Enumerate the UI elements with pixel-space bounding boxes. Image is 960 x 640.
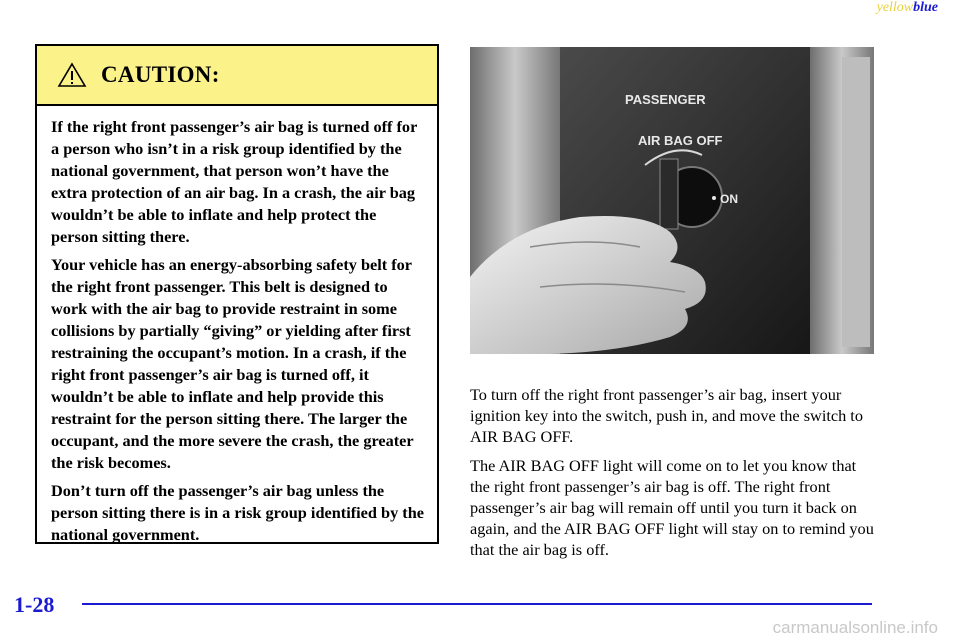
caution-header [37, 46, 437, 106]
instructions-text [470, 384, 880, 568]
page-number: 1-28 [14, 592, 55, 617]
caution-box [35, 44, 439, 544]
color-tag-yellow: yellow [876, 0, 914, 15]
caution-paragraph: Your vehicle has an energy-absorbing safety belt for the right front passenger. This belt is designed to work with the air bag to provide restraint in some collisions by partially “giving” or yielding after first restraining the occupant’s motion. In a crash, if the right front passenger’s air bag is turned off, it wouldn’t be able to inflate and help provide this restraint for the person sitting there. The larger the occupant, and the more severe the crash, the greater the risk becomes. [51, 255, 414, 472]
watermark: carmanualsonline.info [772, 618, 938, 637]
color-tag [877, 0, 938, 16]
switch-illustration [470, 47, 874, 354]
air-bag-switch-photo [470, 47, 874, 354]
warning-triangle-icon [57, 62, 87, 88]
passenger-label: PASSENGER [625, 92, 706, 107]
caution-title: CAUTION: [101, 62, 220, 87]
caution-paragraph: If the right front passenger’s air bag is turned off for a person who isn’t in a risk group identified by the national government, that person won’t have the extra protection of an air bag. In a crash, the air bag wouldn’t be able to inflate and help protect the person sitting there. [51, 117, 418, 246]
body-paragraph: The AIR BAG OFF light will come on to let you know that the right front passenger’s air bag is off. The right front passenger’s air bag will remain off until you turn it back on again, and the AIR BAG OFF light will stay on to remind you that the air bag is off. [470, 456, 874, 559]
color-tag-blue: blue [913, 0, 938, 15]
body-paragraph: To turn off the right front passenger’s air bag, insert your ignition key into the switch, push in, and move the switch to AIR BAG OFF. [470, 385, 863, 446]
air-bag-off-label: AIR BAG OFF [638, 133, 723, 148]
caution-paragraph: Don’t turn off the passenger’s air bag unless the person sitting there is in a risk group identified by the national government. [51, 481, 424, 544]
page-rule-divider [82, 603, 872, 605]
on-label: ON [720, 192, 738, 206]
caution-body [37, 106, 437, 546]
